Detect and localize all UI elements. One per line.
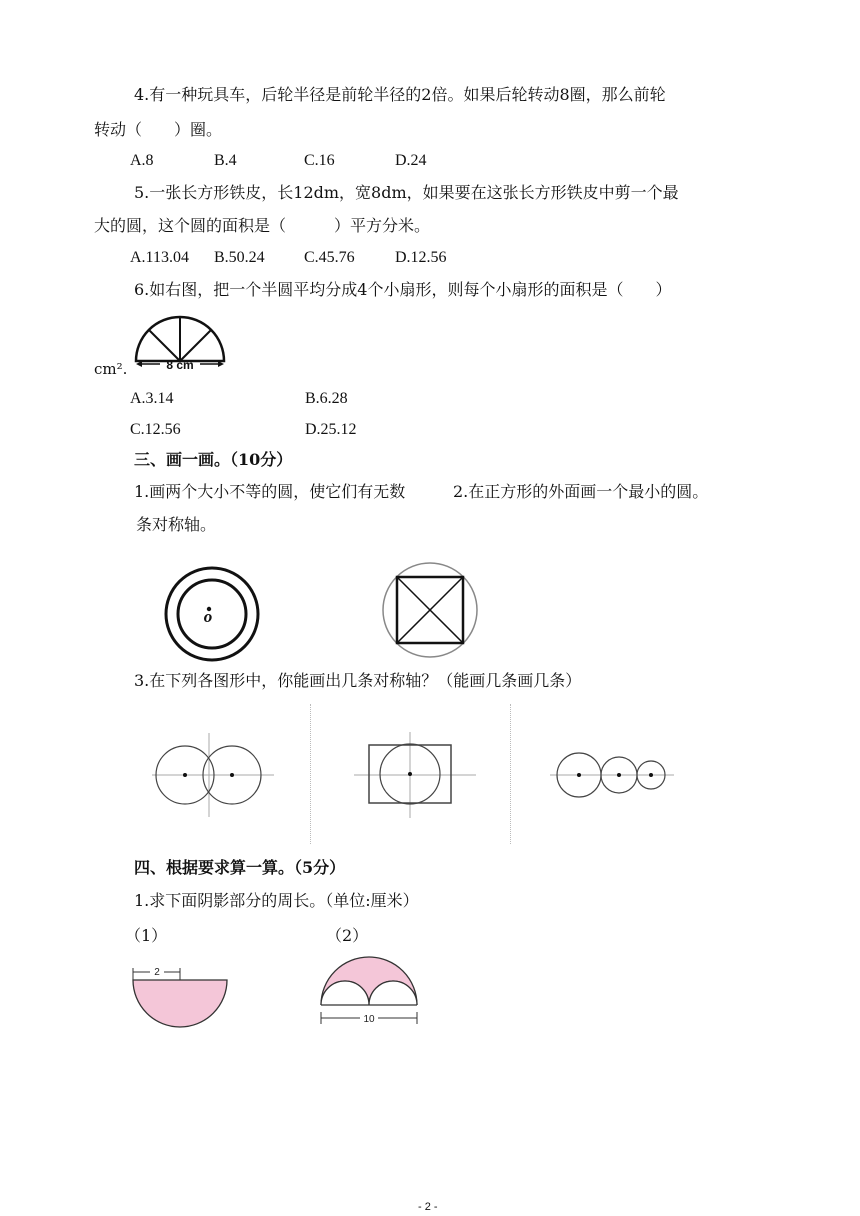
page-number: - 2 - [418, 1201, 438, 1213]
semicircle-sectors-figure [130, 312, 230, 372]
q5-line2: 大的圆，这个圆的面积是（ ）平方分米。 [94, 216, 431, 235]
q6-line1: 6.如右图，把一个半圆平均分成4个小扇形，则每个小扇形的面积是（ ） [134, 280, 672, 299]
q5-line1: 5.一张长方形铁皮，长12dm，宽8dm，如果要在这张长方形铁皮中剪一个最 [134, 183, 679, 202]
fig2-dimension-label: 10 [363, 1014, 375, 1025]
q5-option-a: A.113.04 [130, 249, 189, 266]
rectangle-circle-figure [350, 730, 480, 820]
section3-q1-line2: 条对称轴。 [136, 515, 217, 534]
q5-option-b: B.50.24 [214, 249, 265, 266]
q5-option-c: C.45.76 [304, 249, 355, 266]
fig1-dimension-label: 2 [154, 967, 160, 978]
shaded-arc-figure [315, 956, 425, 1036]
q4-line1: 4.有一种玩具车，后轮半径是前轮半径的2倍。如果后轮转动8圈，那么前轮 [134, 85, 666, 104]
center-label: o [203, 607, 213, 626]
q6-unit: cm². [94, 360, 128, 378]
q6-option-d: D.25.12 [305, 421, 357, 438]
section4-part1-label: （1） [125, 926, 168, 945]
concentric-circles-figure [162, 564, 262, 664]
section3-heading: 三、画一画。（10分） [134, 450, 293, 469]
three-circles-figure [548, 730, 688, 820]
section3-q2: 2.在正方形的外面画一个最小的圆。 [453, 482, 709, 501]
q6-option-a: A.3.14 [130, 390, 174, 407]
q4-option-c: C.16 [304, 152, 335, 169]
two-overlapping-circles-figure [150, 730, 280, 820]
q6-option-c: C.12.56 [130, 421, 181, 438]
q5-option-d: D.12.56 [395, 249, 447, 266]
q4-option-b: B.4 [214, 152, 237, 169]
divider [510, 704, 511, 844]
shaded-semicircle-figure [128, 962, 238, 1032]
section3-q1-line1: 1.画两个大小不等的圆，使它们有无数 [134, 482, 406, 501]
q4-option-a: A.8 [130, 152, 154, 169]
section4-part2-label: （2） [326, 926, 369, 945]
q4-line2: 转动（ ）圈。 [94, 120, 223, 139]
square-in-circle-figure [380, 560, 480, 660]
q6-option-b: B.6.28 [305, 390, 348, 407]
section3-q3: 3.在下列各图形中，你能画出几条对称轴？（能画几条画几条） [134, 671, 582, 690]
section4-q1: 1.求下面阴影部分的周长。（单位:厘米） [134, 891, 419, 910]
q4-option-d: D.24 [395, 152, 427, 169]
divider [310, 704, 311, 844]
section4-heading: 四、根据要求算一算。（5分） [134, 858, 346, 877]
q6-figure-label: 8 cm [166, 358, 194, 372]
